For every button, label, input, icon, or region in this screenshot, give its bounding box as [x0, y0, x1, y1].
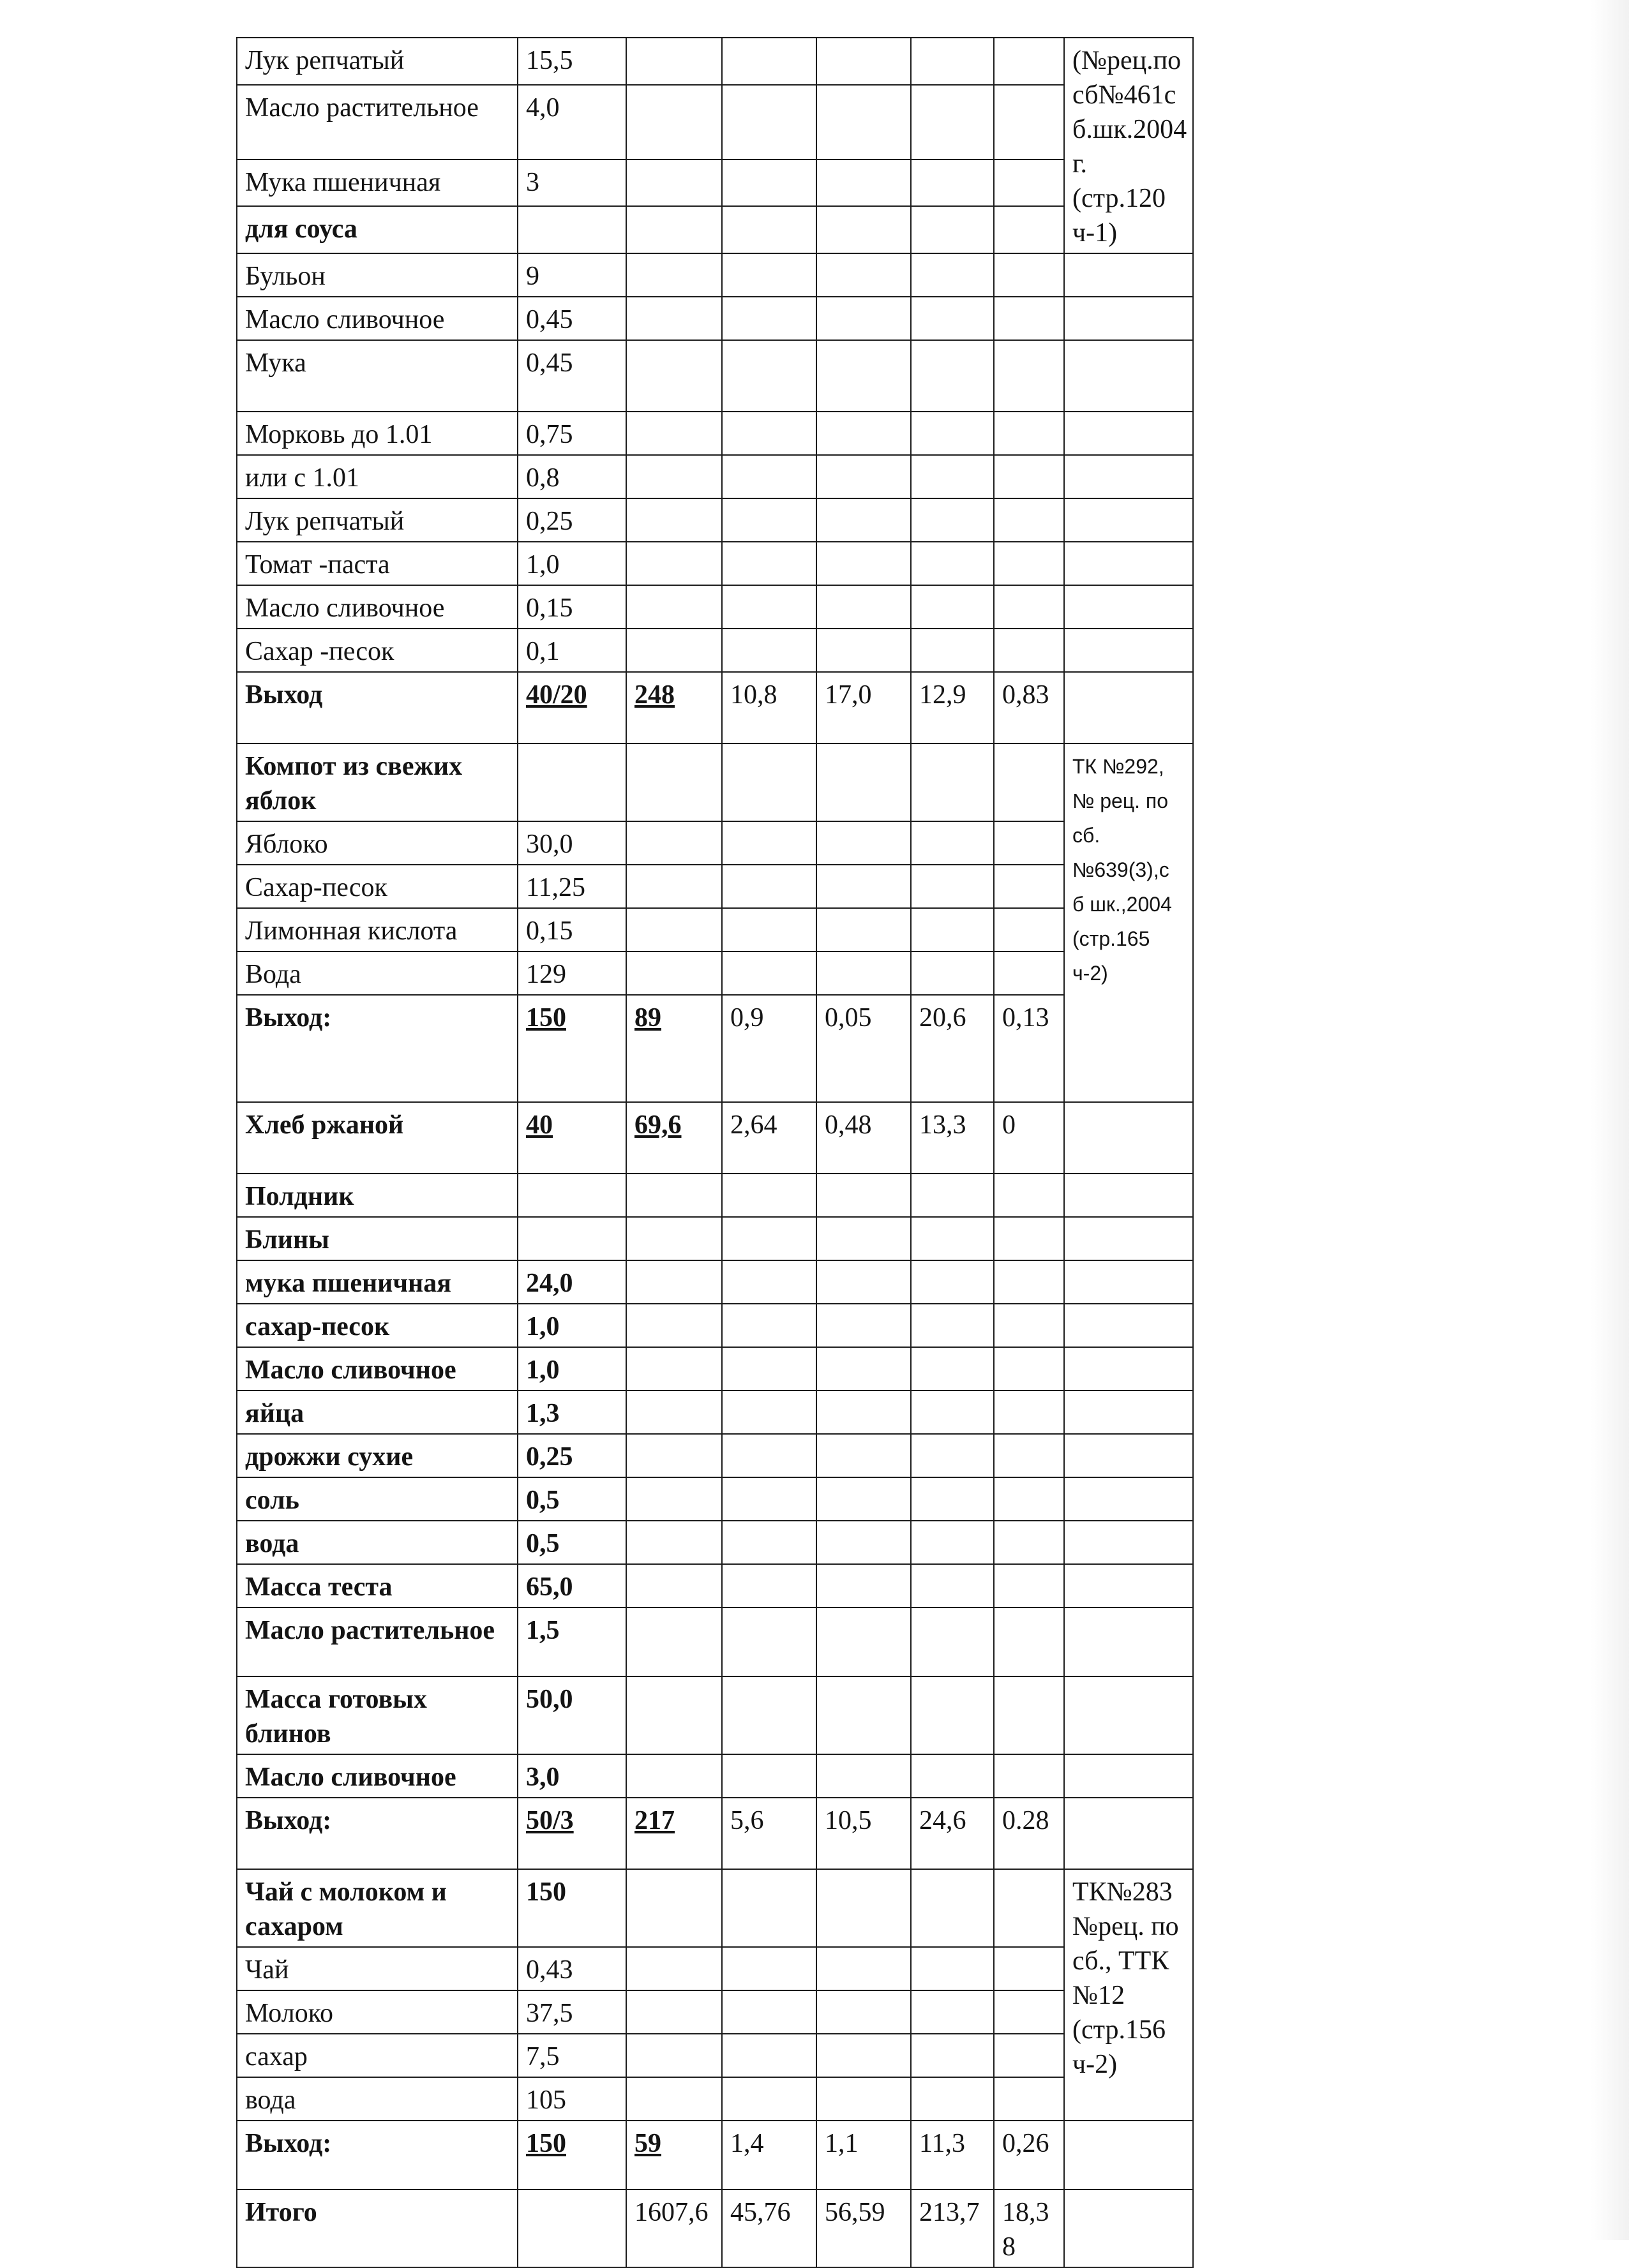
table-row [237, 1754, 1193, 1798]
protein-value: 1,4 [722, 2121, 816, 2190]
ingredient-name: Морковь до 1.01 [237, 412, 518, 455]
carb-value: 13,3 [911, 1102, 994, 1174]
table-row [237, 1869, 1193, 1947]
ingredient-name: Чай [237, 1947, 518, 1990]
protein-value: 5,6 [722, 1798, 816, 1869]
kcal-value: 248 [626, 672, 722, 743]
table-row [237, 1391, 1193, 1434]
ingredient-qty: 105 [518, 2077, 626, 2121]
ingredient-qty: 1,0 [518, 1304, 626, 1347]
ingredient-qty: 9 [518, 253, 626, 297]
ingredient-qty [518, 1174, 626, 1217]
ingredient-qty: 50,0 [518, 1676, 626, 1754]
kcal-value: 217 [626, 1798, 722, 1869]
table-row [237, 2077, 1193, 2121]
table-row [237, 629, 1193, 672]
table-row [237, 1347, 1193, 1391]
section-heading: для соуса [237, 206, 518, 253]
fat-value: 10,5 [816, 1798, 911, 1869]
total-kcal: 1607,6 [626, 2190, 722, 2267]
protein-value: 10,8 [722, 672, 816, 743]
yield-qty: 150 [518, 995, 626, 1102]
ingredient-qty [518, 743, 626, 821]
ingredient-qty: 150 [518, 1869, 626, 1947]
ingredient-qty: 0,43 [518, 1947, 626, 1990]
dish-name: Компот из свежих яблок [237, 743, 518, 821]
recipe-table [236, 37, 1194, 2268]
yield-row [237, 1102, 1193, 1174]
vitamin-value: 0,13 [994, 995, 1064, 1102]
ingredient-name: Масло сливочное [237, 297, 518, 340]
yield-row [237, 995, 1193, 1102]
table-row [237, 2034, 1193, 2077]
table-row [237, 1676, 1193, 1754]
ingredient-name: мука пшеничная [237, 1260, 518, 1304]
yield-row [237, 1798, 1193, 1869]
ingredient-name: Масло сливочное [237, 1754, 518, 1798]
ingredient-qty: 11,25 [518, 865, 626, 908]
ingredient-qty: 4,0 [518, 85, 626, 160]
table-row [237, 908, 1193, 951]
ingredient-qty: 15,5 [518, 38, 626, 85]
table-row [237, 951, 1193, 995]
ingredient-name: яйца [237, 1391, 518, 1434]
ingredient-qty: 0,45 [518, 297, 626, 340]
ingredient-name: Лук репчатый [237, 498, 518, 542]
ingredient-name: Мука пшеничная [237, 160, 518, 207]
fat-value: 0,05 [816, 995, 911, 1102]
ingredient-qty: 0,5 [518, 1521, 626, 1564]
ingredient-qty: 0,15 [518, 908, 626, 951]
ingredient-name: Масло сливочное [237, 1347, 518, 1391]
fat-value: 0,48 [816, 1102, 911, 1174]
table-row [237, 821, 1193, 865]
table-row [237, 865, 1193, 908]
protein-value: 2,64 [722, 1102, 816, 1174]
yield-label: Выход: [237, 2121, 518, 2190]
total-carb: 213,7 [911, 2190, 994, 2267]
table-row [237, 585, 1193, 629]
ingredient-name: вода [237, 1521, 518, 1564]
ingredient-name: Масло растительное [237, 1608, 518, 1676]
table-row [237, 1174, 1193, 1217]
ingredient-name: Сахар -песок [237, 629, 518, 672]
ingredient-name: Молоко [237, 1990, 518, 2034]
protein-value: 0,9 [722, 995, 816, 1102]
section-heading: Полдник [237, 1174, 518, 1217]
ingredient-qty: 0,8 [518, 455, 626, 498]
ingredient-qty: 24,0 [518, 1260, 626, 1304]
ingredient-qty [518, 206, 626, 253]
ingredient-name: Яблоко [237, 821, 518, 865]
total-label: Итого [237, 2190, 518, 2267]
kcal-value: 89 [626, 995, 722, 1102]
table-row [237, 743, 1193, 821]
ingredient-qty: 1,5 [518, 1608, 626, 1676]
table-row [237, 297, 1193, 340]
ingredient-qty: 1,3 [518, 1391, 626, 1434]
table-row [237, 85, 1193, 160]
table-row [237, 455, 1193, 498]
carb-value: 20,6 [911, 995, 994, 1102]
ingredient-qty: 0,1 [518, 629, 626, 672]
ingredient-name: дрожжи сухие [237, 1434, 518, 1477]
yield-qty: 150 [518, 2121, 626, 2190]
total-row [237, 2190, 1193, 2267]
table-row [237, 1260, 1193, 1304]
ingredient-name: Томат -паста [237, 542, 518, 585]
total-qty [518, 2190, 626, 2267]
table-row [237, 206, 1193, 253]
ingredient-name: Масса теста [237, 1564, 518, 1608]
kcal-value: 69,6 [626, 1102, 722, 1174]
vitamin-value: 0,26 [994, 2121, 1064, 2190]
ingredient-qty: 65,0 [518, 1564, 626, 1608]
ingredient-qty: 30,0 [518, 821, 626, 865]
yield-label: Выход: [237, 995, 518, 1102]
ingredient-qty: 0,75 [518, 412, 626, 455]
scan-edge-shadow [1591, 0, 1629, 2240]
yield-row [237, 2121, 1193, 2190]
ingredient-qty: 7,5 [518, 2034, 626, 2077]
ingredient-qty: 0,45 [518, 340, 626, 412]
ingredient-qty: 0,5 [518, 1477, 626, 1521]
table-row [237, 253, 1193, 297]
table-row [237, 1608, 1193, 1676]
yield-row [237, 672, 1193, 743]
table-row [237, 412, 1193, 455]
ingredient-name: или с 1.01 [237, 455, 518, 498]
table-row [237, 1990, 1193, 2034]
table-row [237, 340, 1193, 412]
kcal-value: 59 [626, 2121, 722, 2190]
yield-label: Выход [237, 672, 518, 743]
ingredient-qty: 1,0 [518, 542, 626, 585]
yield-qty: 40/20 [518, 672, 626, 743]
carb-value: 11,3 [911, 2121, 994, 2190]
recipe-reference: (№рец.по сб№461с б.шк.2004 г. (стр.120 ч-1) [1064, 38, 1193, 253]
ingredient-name: Вода [237, 951, 518, 995]
yield-qty: 50/3 [518, 1798, 626, 1869]
total-vitamin: 18,38 [994, 2190, 1064, 2267]
carb-value: 12,9 [911, 672, 994, 743]
ingredient-qty: 0,25 [518, 498, 626, 542]
ingredient-qty: 1,0 [518, 1347, 626, 1391]
vitamin-value: 0.28 [994, 1798, 1064, 1869]
dish-name: Блины [237, 1217, 518, 1260]
table-row [237, 542, 1193, 585]
table-row [237, 1304, 1193, 1347]
vitamin-value: 0,83 [994, 672, 1064, 743]
vitamin-value: 0 [994, 1102, 1064, 1174]
fat-value: 1,1 [816, 2121, 911, 2190]
ingredient-qty: 129 [518, 951, 626, 995]
table-row [237, 1477, 1193, 1521]
ingredient-name: Масса готовых блинов [237, 1676, 518, 1754]
dish-name: Чай с молоком и сахаром [237, 1869, 518, 1947]
table-row [237, 160, 1193, 207]
ingredient-name: сахар-песок [237, 1304, 518, 1347]
ingredient-name: Сахар-песок [237, 865, 518, 908]
table-row [237, 1521, 1193, 1564]
ingredient-name: соль [237, 1477, 518, 1521]
table-row [237, 38, 1193, 85]
total-fat: 56,59 [816, 2190, 911, 2267]
yield-qty: 40 [518, 1102, 626, 1174]
ingredient-name: Мука [237, 340, 518, 412]
ingredient-qty: 3,0 [518, 1754, 626, 1798]
dish-name: Хлеб ржаной [237, 1102, 518, 1174]
fat-value: 17,0 [816, 672, 911, 743]
ingredient-qty: 3 [518, 160, 626, 207]
table-row [237, 1434, 1193, 1477]
recipe-reference: ТК №292, № рец. по сб. №639(3),с б шк.,2004 (стр.165 ч-2) [1064, 743, 1193, 1102]
ingredient-name: сахар [237, 2034, 518, 2077]
ingredient-name: Лимонная кислота [237, 908, 518, 951]
table-row [237, 1947, 1193, 1990]
ingredient-name: Масло сливочное [237, 585, 518, 629]
total-protein: 45,76 [722, 2190, 816, 2267]
ingredient-name: Бульон [237, 253, 518, 297]
ingredient-name: Масло растительное [237, 85, 518, 160]
yield-label: Выход: [237, 1798, 518, 1869]
ingredient-qty: 0,15 [518, 585, 626, 629]
table-row [237, 498, 1193, 542]
table-row [237, 1564, 1193, 1608]
carb-value: 24,6 [911, 1798, 994, 1869]
table-row [237, 1217, 1193, 1260]
ingredient-name: Лук репчатый [237, 38, 518, 85]
ingredient-qty: 37,5 [518, 1990, 626, 2034]
ingredient-qty [518, 1217, 626, 1260]
recipe-reference: ТК№283 №рец. по сб., ТТК №12 (стр.156 ч-2) [1064, 1869, 1193, 2121]
ingredient-qty: 0,25 [518, 1434, 626, 1477]
ingredient-name: вода [237, 2077, 518, 2121]
